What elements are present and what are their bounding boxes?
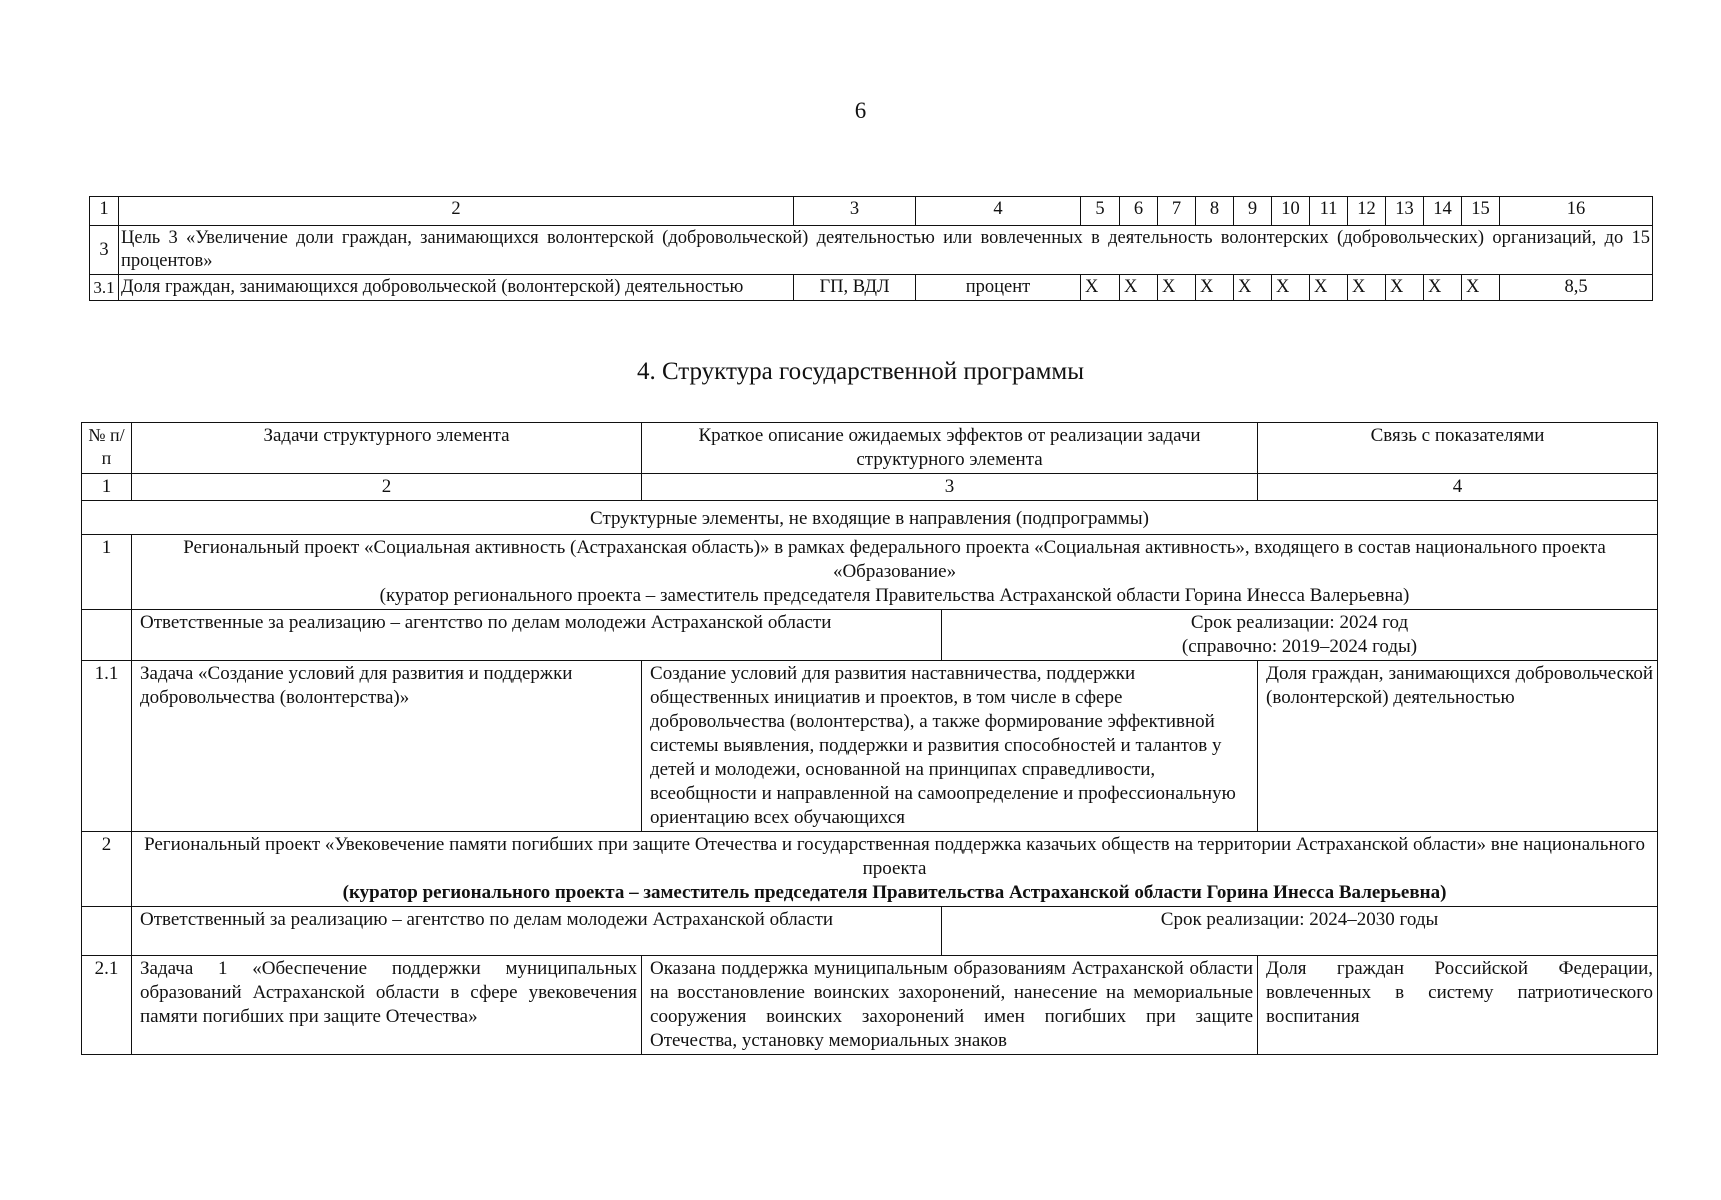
project-term-cell	[942, 610, 1658, 661]
task-effect: Оказана поддержка муниципальным образованиям Астраханской области на восстановление воинских захоронений, нанесение на мемориальные сооружения воинских захоронений имен погибших при защите Отечества, установку мемориальных знаков	[642, 956, 1258, 1055]
project-title-cell	[132, 832, 1658, 907]
project-responsible: Ответственные за реализацию – агентство по делам молодежи Астраханской области	[132, 610, 942, 661]
task-row	[82, 956, 1658, 1055]
indicator-value: X	[1158, 275, 1196, 301]
header-cell: 4	[916, 197, 1081, 226]
task-number: 2.1	[82, 956, 132, 1055]
indicator-value: X	[1081, 275, 1120, 301]
task-number: 1.1	[82, 661, 132, 832]
indicator-value: X	[1424, 275, 1462, 301]
project-term-cell	[942, 907, 1658, 956]
goal-number: 3	[90, 226, 119, 275]
task-name: Задача «Создание условий для развития и поддержки добровольчества (волонтерства)»	[132, 661, 642, 832]
indicator-name: Доля граждан, занимающихся добровольческой (волонтерской) деятельностью	[119, 275, 794, 301]
group-title: Структурные элементы, не входящие в направления (подпрограммы)	[82, 501, 1658, 535]
task-indicator: Доля граждан, занимающихся добровольческой (волонтерской) деятельностью	[1258, 661, 1658, 832]
header-col-indicators: Связь с показателями	[1258, 423, 1658, 474]
header-cell: 2	[119, 197, 794, 226]
indicator-number: 3.1	[90, 275, 119, 301]
header-col-tasks: Задачи структурного элемента	[132, 423, 642, 474]
section-title: 4. Структура государственной программы	[636, 358, 1085, 385]
indicator-value: X	[1386, 275, 1424, 301]
task-name: Задача 1 «Обеспечение поддержки муниципальных образований Астраханской области в сфере увековечения памяти погибших при защите Отечества»	[132, 956, 642, 1055]
empty-cell	[82, 610, 132, 661]
header-cell: 1	[82, 474, 132, 501]
project-row	[82, 535, 1658, 610]
indicator-unit: процент	[916, 275, 1081, 301]
indicator-value: X	[1348, 275, 1386, 301]
header-cell: 15	[1462, 197, 1500, 226]
task-row	[82, 661, 1658, 832]
header-cell: 8	[1196, 197, 1234, 226]
project-responsible: Ответственный за реализацию – агентство по делам молодежи Астраханской области	[132, 907, 942, 956]
goal-row	[90, 226, 1653, 275]
indicator-value: X	[1234, 275, 1272, 301]
project-title: Региональный проект «Увековечение памяти погибших при защите Отечества и государственная поддержка казачьих обществ на территории Астраханской области» вне национального проекта	[144, 834, 1645, 879]
header-cell: 1	[90, 197, 119, 226]
responsible-row	[82, 610, 1658, 661]
group-row	[82, 501, 1658, 535]
project-title: Региональный проект «Социальная активность (Астраханская область)» в рамках федерального проекта «Социальная активность», входящего в состав национального проекта «Образование»	[183, 537, 1606, 582]
project-title-cell	[132, 535, 1658, 610]
project-term: Срок реализации: 2024–2030 годы	[1160, 909, 1439, 930]
indicator-target: 8,5	[1500, 275, 1653, 301]
indicator-level: ГП, ВДЛ	[794, 275, 916, 301]
indicator-value: X	[1120, 275, 1158, 301]
header-cell: 11	[1310, 197, 1348, 226]
header-cell: 5	[1081, 197, 1120, 226]
header-cell: 3	[794, 197, 916, 226]
indicator-row	[90, 275, 1653, 301]
project-row	[82, 832, 1658, 907]
project-curator: (куратор регионального проекта – заместитель председателя Правительства Астраханской области Горина Инесса Валерьевна)	[342, 882, 1447, 903]
indicator-value: X	[1196, 275, 1234, 301]
header-cell: 9	[1234, 197, 1272, 226]
indicators-table	[89, 196, 1653, 301]
header-cell: 6	[1120, 197, 1158, 226]
header-cell: 14	[1424, 197, 1462, 226]
header-cell: 10	[1272, 197, 1310, 226]
header-col-effects: Краткое описание ожидаемых эффектов от реализации задачи структурного элемента	[642, 423, 1258, 474]
indicator-value: X	[1272, 275, 1310, 301]
project-number: 2	[82, 832, 132, 907]
header-cell: 2	[132, 474, 642, 501]
task-effect: Создание условий для развития наставничества, поддержки общественных инициатив и проектов, в том числе в сфере добровольчества (волонтерства), а также формирование эффективной системы выявления, поддержки и развития способностей и талантов у детей и молодежи, основанной на принципах справедливости, всеобщности и направленной на самоопределение и профессиональную ориентацию всех обучающихся	[642, 661, 1258, 832]
project-term: Срок реализации: 2024 год	[1190, 612, 1409, 633]
header-cell: 3	[642, 474, 1258, 501]
responsible-row	[82, 907, 1658, 956]
indicators-header-row	[90, 197, 1653, 226]
goal-text: Цель 3 «Увеличение доли граждан, занимающихся волонтерской (добровольческой) деятельностью или вовлеченных в деятельность волонтерских (добровольческих) организаций, до 15 процентов»	[119, 226, 1653, 275]
empty-cell	[82, 907, 132, 956]
project-term-reference: (справочно: 2019–2024 годы)	[1181, 636, 1418, 657]
task-indicator: Доля граждан Российской Федерации, вовлеченных в систему патриотического воспитания	[1258, 956, 1658, 1055]
indicator-value: X	[1310, 275, 1348, 301]
header-cell: 7	[1158, 197, 1196, 226]
structure-number-row	[82, 474, 1658, 501]
page-number: 6	[854, 98, 867, 123]
header-cell: 16	[1500, 197, 1653, 226]
project-number: 1	[82, 535, 132, 610]
header-cell: 4	[1258, 474, 1658, 501]
structure-header-row	[82, 423, 1658, 474]
project-curator: (куратор регионального проекта – заместитель председателя Правительства Астраханской области Горина Инесса Валерьевна)	[379, 585, 1410, 606]
header-col-number: № п/п	[82, 423, 132, 474]
program-structure-table	[81, 422, 1658, 1055]
header-cell: 13	[1386, 197, 1424, 226]
header-cell: 12	[1348, 197, 1386, 226]
indicator-value: X	[1462, 275, 1500, 301]
